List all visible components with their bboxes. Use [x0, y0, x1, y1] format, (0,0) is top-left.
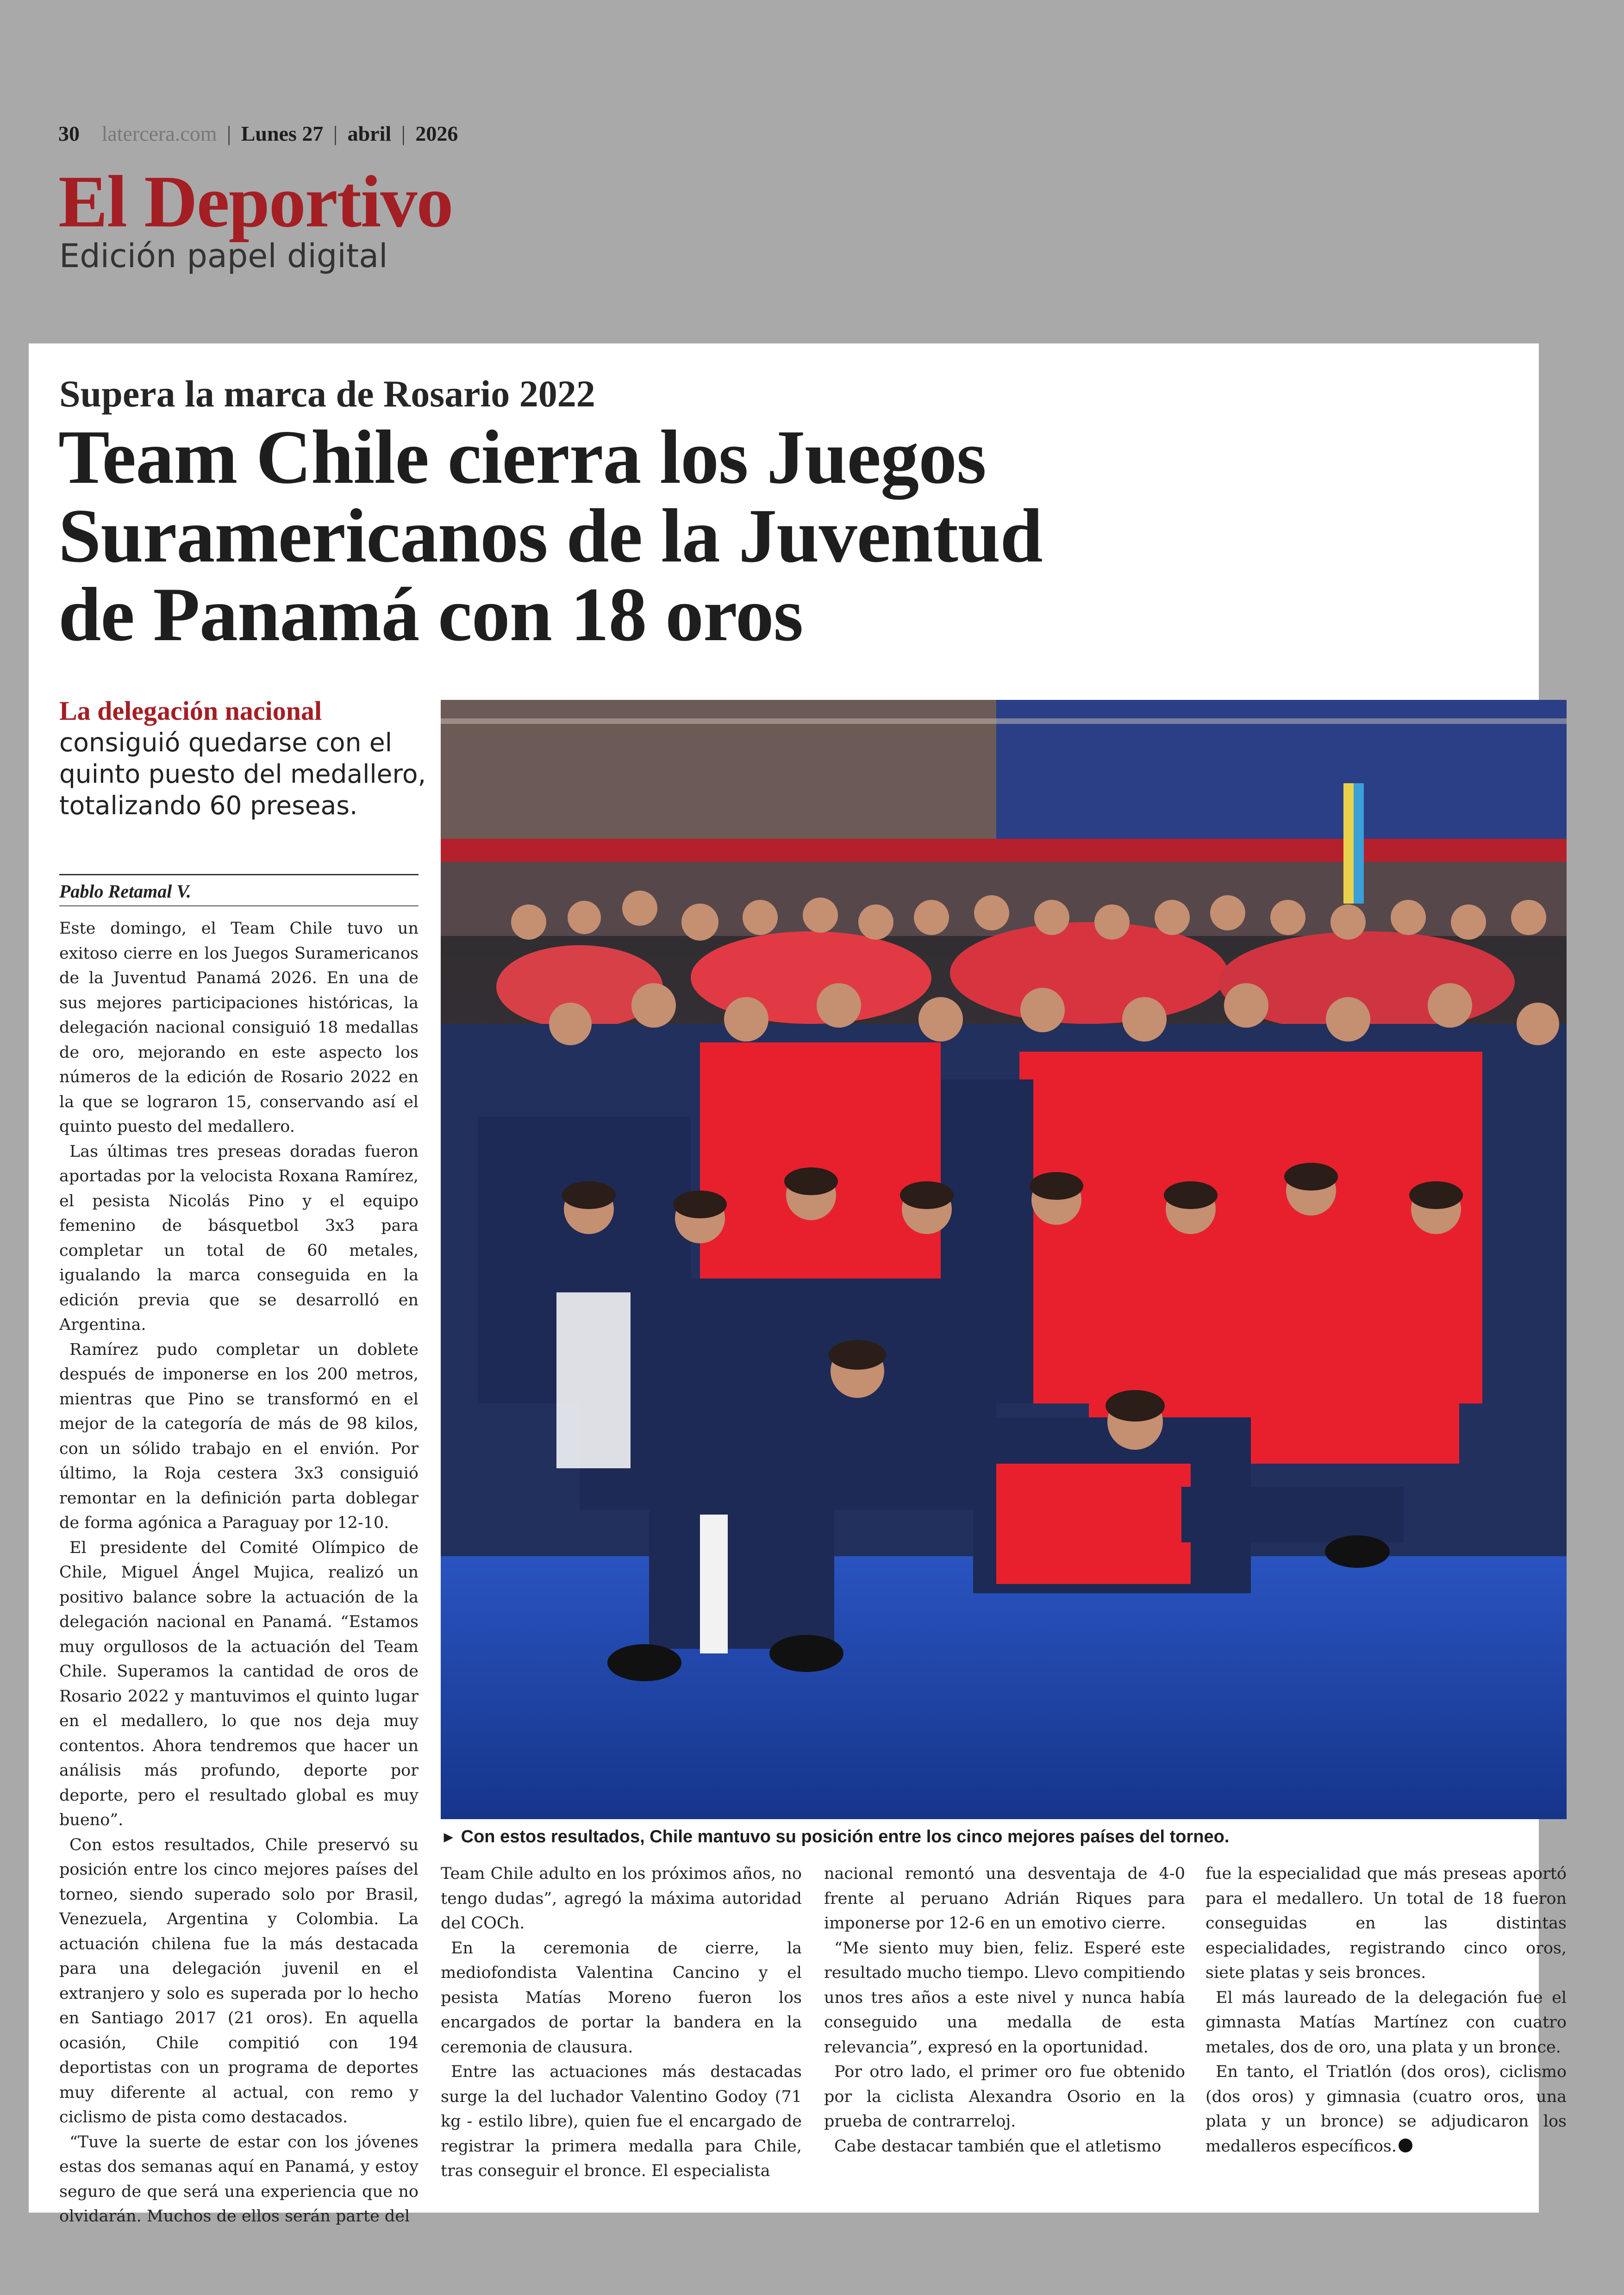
folio-line: 30 latercera.com | Lunes 27 | abril | 2026: [58, 122, 458, 145]
deck-lead: La delegación nacional: [59, 696, 322, 726]
body-column-4: [1206, 1862, 1567, 2159]
headline-line: Suramericanos de la Juventud: [58, 493, 1043, 578]
headline: [58, 414, 1043, 657]
photo-caption: [441, 1827, 1567, 1847]
paragraph: Cabe destacar también que el atletismo: [834, 2137, 1162, 2156]
body-column-1: [59, 917, 418, 2229]
end-of-article-icon: [1399, 2139, 1412, 2152]
headline-line: Team Chile cierra los Juegos: [58, 414, 986, 499]
edition-label: Edición papel digital: [59, 237, 388, 275]
paragraph: nacional remontó una desventaja de 4-0 frente al peruano Adrián Riques para imponerse por 12-6 en un emotivo cierre.: [824, 1865, 1185, 1933]
body-column-2: [441, 1862, 802, 2184]
date-year: 2026: [415, 122, 458, 145]
paragraph: “Tuve la suerte de estar con los jóvenes estas dos semanas aquí en Panamá, y estoy seguro de que será una experiencia que no olvidarán. Muchos de ellos serán parte del: [59, 2133, 418, 2226]
date-month: abril: [347, 122, 392, 145]
byline-rule: [59, 874, 418, 875]
paragraph: Team Chile adulto en los próximos años, no tengo dudas”, agregó la máxima autoridad del COCh.: [441, 1865, 802, 1933]
paragraph: Este domingo, el Team Chile tuvo un exitoso cierre en los Juegos Suramericanos de la Juventud Panamá 2026. En una de sus mejores participaciones históricas, la delegación nacional consiguió 18 medallas de oro, mejorando en este aspecto los números de la edición de Rosario 2022 en la que se lograron 15, conservando así el quinto puesto del medallero.: [59, 919, 418, 1136]
paragraph: El presidente del Comité Olímpico de Chile, Miguel Ángel Mujica, realizó un positivo balance sobre la actuación de la delegación nacional en Panamá. “Estamos muy orgullosos de la actuación del Team Chile. Superamos la cantidad de oros de Rosario 2022 y mantuvimos el quinto lugar en el medallero, lo que nos deja muy contentos. Ahora tendremos que hacer un análisis más profundo, deporte por deporte, pero el resultado global es muy bueno”.: [59, 1538, 418, 1829]
paragraph: [1206, 2060, 1567, 2159]
paragraph: Con estos resultados, Chile preservó su posición entre los cinco mejores países del torneo, siendo superado solo por Brasil, Venezuela, Argentina y Colombia. La actuación chilena fue la más destacada para una delegación juvenil en el extranjero y solo es superada por lo hecho en Santiago 2017 (21 oros). En aquella ocasión, Chile compitió con 194 deportistas con un programa de deportes muy diferente al actual, con remo y ciclismo de pista como destacados.: [59, 1835, 418, 2127]
team-photo-illustration: [441, 700, 1567, 1819]
kicker: Supera la marca de Rosario 2022: [59, 373, 595, 415]
paragraph: Por otro lado, el primer oro fue obtenido por la ciclista Alexandra Osorio en la prueba de contrarreloj.: [824, 2063, 1185, 2131]
article-sheet: [29, 343, 1567, 2226]
byline: Pablo Retamal V.: [59, 881, 191, 902]
paragraph: En la ceremonia de cierre, la mediofondista Valentina Cancino y el pesista Matías Moreno fueron los encargados de portar la bandera en la ceremonia de clausura.: [441, 1939, 802, 2057]
site-link[interactable]: latercera.com: [101, 122, 217, 145]
page-number: 30: [58, 122, 80, 145]
body-column-3: [824, 1862, 1185, 2159]
byline-rule: [59, 905, 418, 906]
paragraph: Las últimas tres preseas doradas fueron aportadas por la velocista Roxana Ramírez, el pesista Nicolás Pino y el equipo femenino de básquetbol 3x3 para completar un total de 60 metales, igualando la marca conseguida en la edición previa que se desarrolló en Argentina.: [59, 1142, 418, 1334]
team-photo: [441, 700, 1567, 1819]
caption-arrow-icon: ►: [441, 1828, 456, 1846]
deck: [59, 695, 430, 821]
paragraph: fue la especialidad que más preseas aportó para el medallero. Un total de 18 fueron conseguidas en las distintas especialidades, registrando cinco oros, siete platas y seis bronces.: [1206, 1865, 1567, 1982]
headline-line: de Panamá con 18 oros: [58, 572, 803, 657]
caption-text: Con estos resultados, Chile mantuvo su posición entre los cinco mejores países del torneo.: [461, 1827, 1230, 1846]
section-logo: El Deportivo: [58, 160, 453, 243]
paragraph: Ramírez pudo completar un doblete después de imponerse en los 200 metros, mientras que Pino se transformó en el mejor de la categoría de más de 98 kilos, con un sólido trabajo en el envión. Por último, la Roja cestera 3x3 consiguió remontar en la definición parta doblegar de forma agónica a Paraguay por 12-10.: [59, 1340, 418, 1532]
paragraph: “Me siento muy bien, feliz. Esperé este resultado mucho tiempo. Llevo compitiendo unos tres años a este nivel y nunca había conseguido una medalla de esta relevancia”, expresó en la oportunidad.: [824, 1939, 1185, 2057]
paragraph: El más laureado de la delegación fue el gimnasta Matías Martínez con cuatro metales, dos de oro, una plata y un bronce.: [1206, 1988, 1567, 2057]
paragraph: Entre las actuaciones más destacadas surge la del luchador Valentino Godoy (71 kg - estilo libre), quien fue el encargado de registrar la primera medalla para Chile, tras conseguir el bronce. El especialista: [441, 2063, 802, 2180]
deck-text: consiguió quedarse con el quinto puesto del medallero, totalizando 60 preseas.: [59, 728, 426, 820]
paragraph-text: En tanto, el Triatlón (dos oros), ciclismo (dos oros) y gimnasia (cuatro oros, una plata y un bronce) se adjudicaron los medalleros específicos.: [1206, 2063, 1567, 2156]
date-day: Lunes 27: [241, 122, 324, 145]
